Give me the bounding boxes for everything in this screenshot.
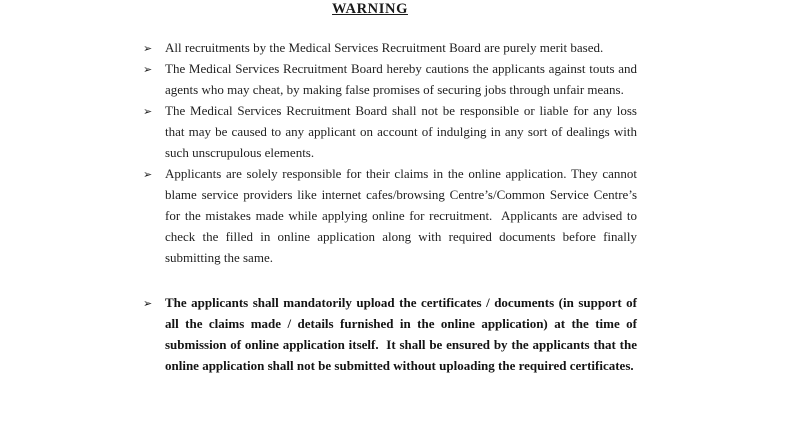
bullet-text: The applicants shall mandatorily upload the certificates / documents (in support of all the claims made / details furnished in the online application) at the time of submission of online application itself. It shall be ensured by the applicants that the online application shall not be submitted without uploading the required certificates. xyxy=(165,295,637,373)
list-item xyxy=(143,292,637,376)
arrow-bullet-icon: ➢ xyxy=(143,296,153,310)
bullet-text: Applicants are solely responsible for their claims in the online application. They cannot blame service providers like internet cafes/browsing Centre’s/Common Service Centre’s for the mistakes made while applying online for recruitment. Applicants are advised to check the filled in online application along with required documents before finally submitting the same. xyxy=(165,166,637,265)
list-item xyxy=(143,37,637,58)
arrow-bullet-icon: ➢ xyxy=(143,62,153,76)
arrow-bullet-icon: ➢ xyxy=(143,167,153,181)
arrow-bullet-icon: ➢ xyxy=(143,104,153,118)
warning-list xyxy=(143,37,637,376)
bullet-text: The Medical Services Recruitment Board hereby cautions the applicants against touts and agents who may cheat, by making false promises of securing jobs through unfair means. xyxy=(165,61,637,97)
arrow-bullet-icon: ➢ xyxy=(143,41,153,55)
bullet-text: All recruitments by the Medical Services Recruitment Board are purely merit based. xyxy=(165,40,604,55)
page-title: WARNING xyxy=(332,1,408,17)
list-item xyxy=(143,100,637,163)
list-item xyxy=(143,58,637,100)
list-item xyxy=(143,163,637,268)
bullet-text: The Medical Services Recruitment Board shall not be responsible or liable for any loss that may be caused to any applicant on account of indulging in any sort of dealings with such unscrupulous elements. xyxy=(165,103,637,160)
